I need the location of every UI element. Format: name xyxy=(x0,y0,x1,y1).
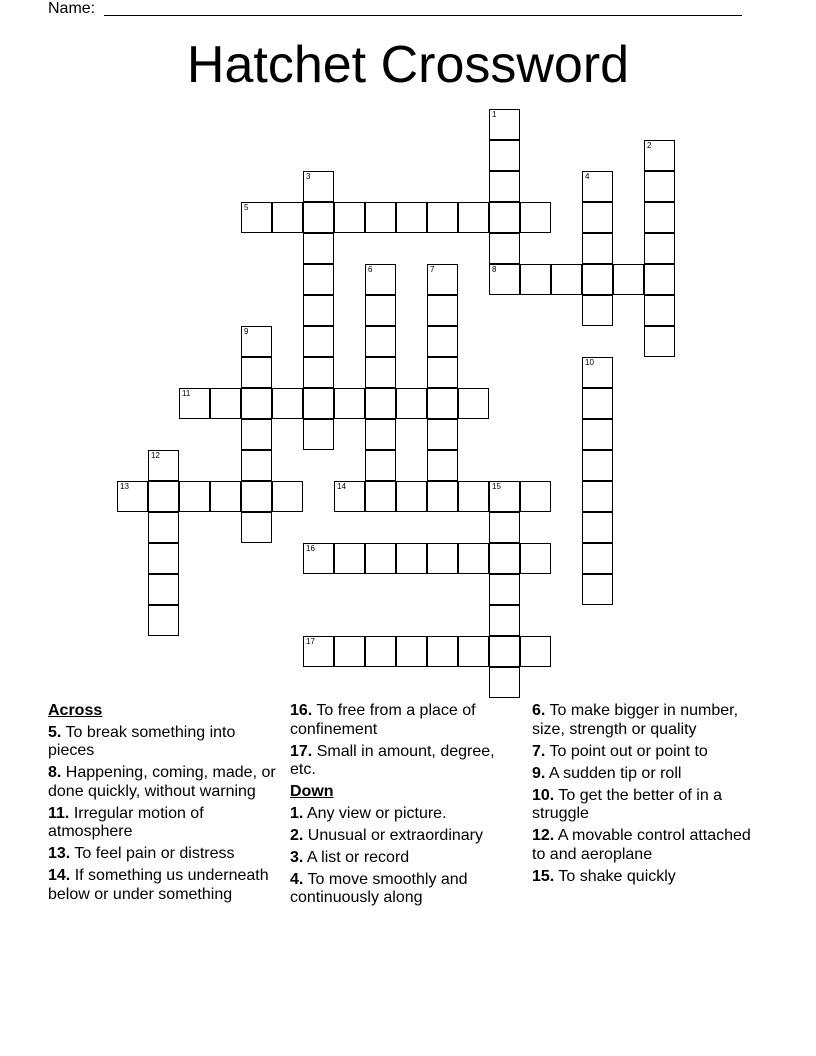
crossword-cell xyxy=(582,543,613,574)
crossword-cell xyxy=(458,543,489,574)
clues-column-1 xyxy=(48,702,278,908)
cell-number: 14 xyxy=(337,482,346,491)
cell-number: 7 xyxy=(430,265,435,274)
clue-number: 1. xyxy=(290,804,304,822)
across-heading: Across xyxy=(48,702,103,719)
cell-number: 8 xyxy=(492,265,497,274)
crossword-cell xyxy=(489,202,520,233)
clue-text: To break something into pieces xyxy=(48,723,236,759)
crossword-cell xyxy=(489,264,520,295)
crossword-cell xyxy=(458,388,489,419)
clue-number: 6. xyxy=(532,702,546,719)
crossword-cell xyxy=(241,326,272,357)
crossword-cell xyxy=(303,419,334,450)
crossword-cell xyxy=(334,543,365,574)
crossword-cell xyxy=(241,450,272,481)
crossword-cell xyxy=(148,574,179,605)
crossword-cell xyxy=(427,295,458,326)
cell-number: 1 xyxy=(492,110,497,119)
crossword-cell xyxy=(303,636,334,667)
clue-number: 13. xyxy=(48,845,71,862)
crossword-cell xyxy=(427,481,458,512)
crossword-cell xyxy=(179,388,210,419)
clue-text: To free from a place of confinement xyxy=(290,702,476,738)
crossword-cell xyxy=(582,388,613,419)
cell-number: 2 xyxy=(647,141,652,150)
crossword-cell xyxy=(241,419,272,450)
clue-number: 11. xyxy=(48,804,70,822)
clue-number: 12. xyxy=(532,827,555,844)
crossword-cell xyxy=(489,233,520,264)
cell-number: 13 xyxy=(120,482,129,491)
crossword-cell xyxy=(520,543,551,574)
clue-number: 9. xyxy=(532,764,546,782)
crossword-cell xyxy=(427,419,458,450)
crossword-cell xyxy=(396,202,427,233)
clue-text: Unusual or extraordinary xyxy=(307,826,483,844)
clue-down-12 xyxy=(532,827,762,864)
crossword-cell xyxy=(365,357,396,388)
crossword-cell xyxy=(334,388,365,419)
clue-text: Happening, coming, made, or done quickly, without warning xyxy=(48,764,276,800)
crossword-cell xyxy=(303,295,334,326)
crossword-cell xyxy=(551,264,582,295)
crossword-cell xyxy=(582,481,613,512)
crossword-cell xyxy=(582,233,613,264)
crossword-cell xyxy=(365,388,396,419)
clue-down-1 xyxy=(290,805,520,824)
crossword-cell xyxy=(582,202,613,233)
crossword-cell xyxy=(582,574,613,605)
crossword-cell xyxy=(148,450,179,481)
clue-down-10 xyxy=(532,787,762,824)
crossword-cell xyxy=(520,481,551,512)
crossword-cell xyxy=(272,388,303,419)
cell-number: 12 xyxy=(151,451,160,460)
crossword-cell xyxy=(520,202,551,233)
crossword-cell xyxy=(427,202,458,233)
crossword-cell xyxy=(644,171,675,202)
crossword-cell xyxy=(644,264,675,295)
crossword-cell xyxy=(148,543,179,574)
crossword-cell xyxy=(582,264,613,295)
clue-down-9 xyxy=(532,765,762,784)
clue-text: To get the better of in a struggle xyxy=(532,786,723,822)
cell-number: 17 xyxy=(306,637,315,646)
crossword-cell xyxy=(644,233,675,264)
crossword-cell xyxy=(613,264,644,295)
clue-number: 17. xyxy=(290,742,313,760)
crossword-cell xyxy=(365,295,396,326)
clue-number: 4. xyxy=(290,870,304,888)
clues-column-2 xyxy=(290,702,520,911)
crossword-cell xyxy=(489,140,520,171)
clue-text: If something us underneath below or under something xyxy=(48,867,269,903)
clue-across-13 xyxy=(48,845,278,864)
crossword-cell xyxy=(334,636,365,667)
clue-text: To point out or point to xyxy=(549,742,708,760)
crossword-cell xyxy=(458,202,489,233)
cell-number: 3 xyxy=(306,172,311,181)
clue-number: 16. xyxy=(290,702,313,719)
crossword-cell xyxy=(582,357,613,388)
clue-number: 7. xyxy=(532,742,546,760)
clue-number: 8. xyxy=(48,764,62,781)
crossword-cell xyxy=(458,636,489,667)
crossword-cell xyxy=(396,481,427,512)
crossword-cell xyxy=(396,636,427,667)
cell-number: 5 xyxy=(244,203,249,212)
crossword-cell xyxy=(148,481,179,512)
crossword-cell xyxy=(489,512,520,543)
clue-across-5 xyxy=(48,724,278,761)
crossword-cell xyxy=(148,605,179,636)
crossword-cell xyxy=(489,171,520,202)
clue-across-11 xyxy=(48,805,278,842)
page-title: Hatchet Crossword xyxy=(186,36,630,94)
clue-text: Small in amount, degree, etc. xyxy=(290,742,495,778)
crossword-cell xyxy=(396,388,427,419)
crossword-cell xyxy=(303,543,334,574)
crossword-cell xyxy=(365,636,396,667)
crossword-cell xyxy=(365,419,396,450)
clue-number: 5. xyxy=(48,723,62,741)
crossword-cell xyxy=(210,388,241,419)
crossword-cell xyxy=(644,295,675,326)
clue-text: To make bigger in number, size, strength or quality xyxy=(532,702,739,738)
cell-number: 6 xyxy=(368,265,373,274)
clue-text: A list or record xyxy=(306,848,410,866)
crossword-cell xyxy=(427,264,458,295)
clue-across-16 xyxy=(290,702,520,739)
clue-across-8 xyxy=(48,764,278,801)
crossword-cell xyxy=(303,357,334,388)
crossword-cell xyxy=(427,450,458,481)
crossword-cell xyxy=(489,481,520,512)
crossword-cell xyxy=(489,636,520,667)
crossword-cell xyxy=(303,326,334,357)
clues-column-3 xyxy=(532,702,762,890)
crossword-cell xyxy=(303,388,334,419)
cell-number: 9 xyxy=(244,327,249,336)
clue-text: To move smoothly and continuously along xyxy=(290,870,468,906)
name-label: Name: xyxy=(48,0,96,17)
clue-text: A sudden tip or roll xyxy=(548,764,682,782)
crossword-cell xyxy=(582,419,613,450)
clue-number: 14. xyxy=(48,867,71,884)
crossword-cell xyxy=(489,543,520,574)
crossword-cell xyxy=(644,140,675,171)
crossword-cell xyxy=(644,326,675,357)
crossword-cell xyxy=(458,481,489,512)
clue-down-6 xyxy=(532,702,762,739)
clue-number: 10. xyxy=(532,786,555,804)
crossword-cell xyxy=(520,264,551,295)
crossword-cell xyxy=(427,543,458,574)
clue-text: To shake quickly xyxy=(558,867,676,885)
crossword-cell xyxy=(489,574,520,605)
crossword-cell xyxy=(582,171,613,202)
crossword-cell xyxy=(489,667,520,698)
crossword-cell xyxy=(334,481,365,512)
crossword-cell xyxy=(582,512,613,543)
crossword-cell xyxy=(179,481,210,512)
clue-number: 2. xyxy=(290,826,304,844)
crossword-cell xyxy=(365,543,396,574)
crossword-cell xyxy=(365,326,396,357)
crossword-cell xyxy=(489,605,520,636)
clue-number: 15. xyxy=(532,867,555,885)
cell-number: 16 xyxy=(306,544,315,553)
crossword-cell xyxy=(241,481,272,512)
crossword-cell xyxy=(303,233,334,264)
clue-text: A movable control attached to and aeroplane xyxy=(532,827,751,863)
clue-down-3 xyxy=(290,849,520,868)
cell-number: 11 xyxy=(182,389,191,398)
crossword-cell xyxy=(396,543,427,574)
clue-across-14 xyxy=(48,867,278,904)
crossword-cell xyxy=(241,357,272,388)
crossword-cell xyxy=(365,450,396,481)
clue-down-7 xyxy=(532,743,762,762)
crossword-cell xyxy=(303,264,334,295)
crossword-cell xyxy=(148,512,179,543)
cell-number: 4 xyxy=(585,172,590,181)
crossword-cell xyxy=(303,202,334,233)
crossword-cell xyxy=(241,512,272,543)
clue-down-2 xyxy=(290,827,520,846)
crossword-cell xyxy=(272,202,303,233)
crossword-cell xyxy=(489,109,520,140)
crossword-cell xyxy=(644,202,675,233)
crossword-cell xyxy=(241,388,272,419)
crossword-cell xyxy=(582,295,613,326)
cell-number: 10 xyxy=(585,358,594,367)
crossword-cell xyxy=(427,326,458,357)
crossword-cell xyxy=(520,636,551,667)
crossword-cell xyxy=(365,202,396,233)
clue-down-15 xyxy=(532,868,762,887)
crossword-cell xyxy=(582,450,613,481)
crossword-cell xyxy=(303,171,334,202)
crossword-cell xyxy=(427,357,458,388)
crossword-cell xyxy=(241,202,272,233)
clue-text: To feel pain or distress xyxy=(74,845,235,862)
clue-text: Irregular motion of atmosphere xyxy=(48,804,204,840)
clue-across-17 xyxy=(290,743,520,780)
clue-down-4 xyxy=(290,871,520,908)
crossword-cell xyxy=(365,264,396,295)
crossword-cell xyxy=(210,481,241,512)
crossword-cell xyxy=(334,202,365,233)
crossword-cell xyxy=(365,481,396,512)
crossword-cell xyxy=(272,481,303,512)
clue-number: 3. xyxy=(290,848,304,866)
cell-number: 15 xyxy=(492,482,501,491)
crossword-cell xyxy=(427,388,458,419)
down-heading: Down xyxy=(290,783,334,800)
clue-text: Any view or picture. xyxy=(306,804,447,822)
crossword-cell xyxy=(427,636,458,667)
crossword-cell xyxy=(117,481,148,512)
